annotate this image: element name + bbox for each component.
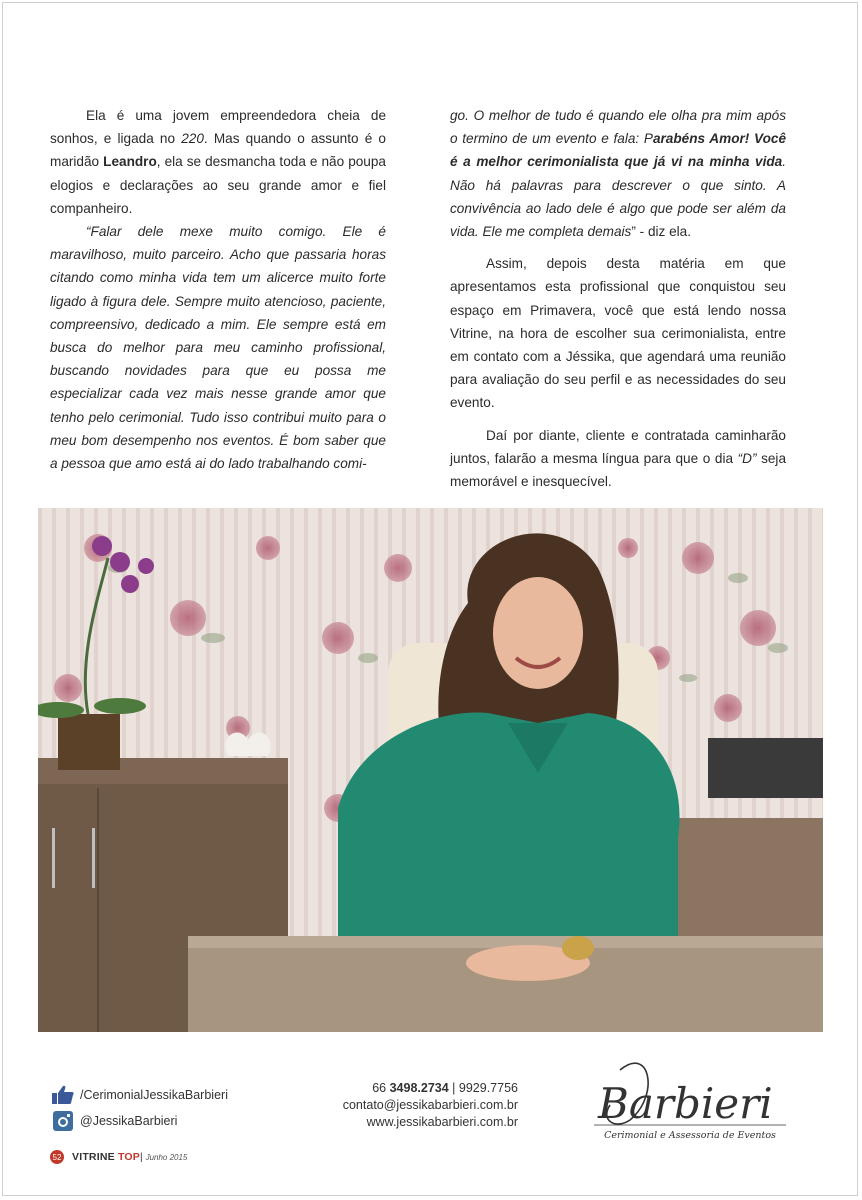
phone-prefix: 66 bbox=[372, 1081, 390, 1095]
article-right-column bbox=[450, 104, 786, 493]
facebook-handle: /CerimonialJessikaBarbieri bbox=[80, 1088, 228, 1102]
text-run: , ela se desmancha toda e não poupa elogios e declarações ao seu grande amor e fiel companheiro. bbox=[50, 154, 386, 216]
page-folio bbox=[50, 1150, 187, 1164]
social-links bbox=[52, 1082, 228, 1134]
barbieri-logo bbox=[590, 1050, 790, 1145]
phone-separator: | bbox=[448, 1081, 459, 1095]
website-link[interactable]: www.jessikabarbieri.com.br bbox=[366, 1115, 518, 1129]
text-run: . Mas quando o assunto é o maridão bbox=[50, 131, 386, 170]
text-run: ” - diz ela. bbox=[631, 224, 692, 240]
phone-line bbox=[300, 1080, 518, 1097]
quote-paragraph: “Falar dele mexe muito comigo. Ele é maravilhoso, muito parceiro. Acho que passaria horas citando como minha vida tem um alicerce muito forte ligado à figura dele. Sempre muito atencioso, paciente, compreensivo, dedicado a mim. Ele sempre está em busca do melhor para meu caminho profissional, buscando novidades para que eu possa me especializar cada vez mais nesse grande amor que tenho pelo cerimonial. Tudo isso contribui muito para o meu bom desempenho nos eventos. É bom saber que a pessoa que amo está ai do lado trabalhando comi- bbox=[50, 224, 386, 472]
instagram-link[interactable] bbox=[52, 1108, 228, 1134]
text-run: Daí por diante, cliente e contratada caminharão juntos, falarão a mesma língua para que o dia bbox=[450, 427, 786, 466]
contact-info bbox=[300, 1080, 518, 1131]
logo-tagline: Cerimonial e Assessoria de Eventos bbox=[604, 1130, 776, 1141]
article-left-column bbox=[50, 104, 386, 475]
logo-name: Barbieri bbox=[598, 1079, 773, 1128]
text-run: seja memorável e inesquecível. bbox=[450, 450, 787, 490]
phone-alt: 9929.7756 bbox=[458, 1081, 518, 1095]
closing-paragraph bbox=[450, 424, 786, 494]
email-link[interactable]: contato@jessikabarbieri.com.br bbox=[342, 1098, 518, 1112]
text-run: go. O melhor de tudo é quando ele olha pra mim após o termino de um evento e fala: P bbox=[450, 108, 786, 147]
contact-paragraph: Assim, depois desta matéria em que apresentamos esta profissional que conquistou seu espaço em Primavera, você que está lendo nossa Vitrine, na hora de escolher sua cerimonialista, entre em contato com a Jéssika, que agendará uma reunião para avaliação do seu perfil e as necessidades do seu evento. bbox=[450, 256, 786, 411]
text-run: Ela é uma jovem empreendedora cheia de sonhos, e ligada no bbox=[50, 108, 386, 147]
magazine-name-a: VITRINE bbox=[72, 1151, 118, 1163]
magazine-name-b: TOP bbox=[117, 1151, 140, 1163]
text-run: . Não há palavras para descrever o que sinto. A convivência ao lado dele é algo que pode ser além da vida. Ele me completa demais bbox=[450, 154, 786, 240]
husband-name: Leandro bbox=[103, 154, 157, 170]
intro-paragraph bbox=[50, 104, 386, 220]
page-number: 52 bbox=[50, 1150, 64, 1164]
instagram-handle: @JessikaBarbieri bbox=[80, 1114, 178, 1128]
quote-continuation bbox=[450, 104, 786, 243]
phone-main: 3498.2734 bbox=[389, 1081, 449, 1095]
instagram-icon bbox=[52, 1111, 74, 1131]
magazine-name bbox=[72, 1151, 140, 1163]
portrait-photo bbox=[38, 508, 823, 1032]
facebook-like-icon bbox=[52, 1085, 74, 1105]
text-run: “D” bbox=[737, 450, 757, 466]
text-run: 220 bbox=[181, 131, 204, 147]
issue-date: Junho 2015 bbox=[145, 1152, 188, 1162]
facebook-link[interactable] bbox=[52, 1082, 228, 1108]
highlighted-quote: arabéns Amor! Você é a melhor cerimonialista que já vi na minha vida bbox=[450, 131, 787, 170]
issue-separator: | bbox=[139, 1151, 143, 1163]
